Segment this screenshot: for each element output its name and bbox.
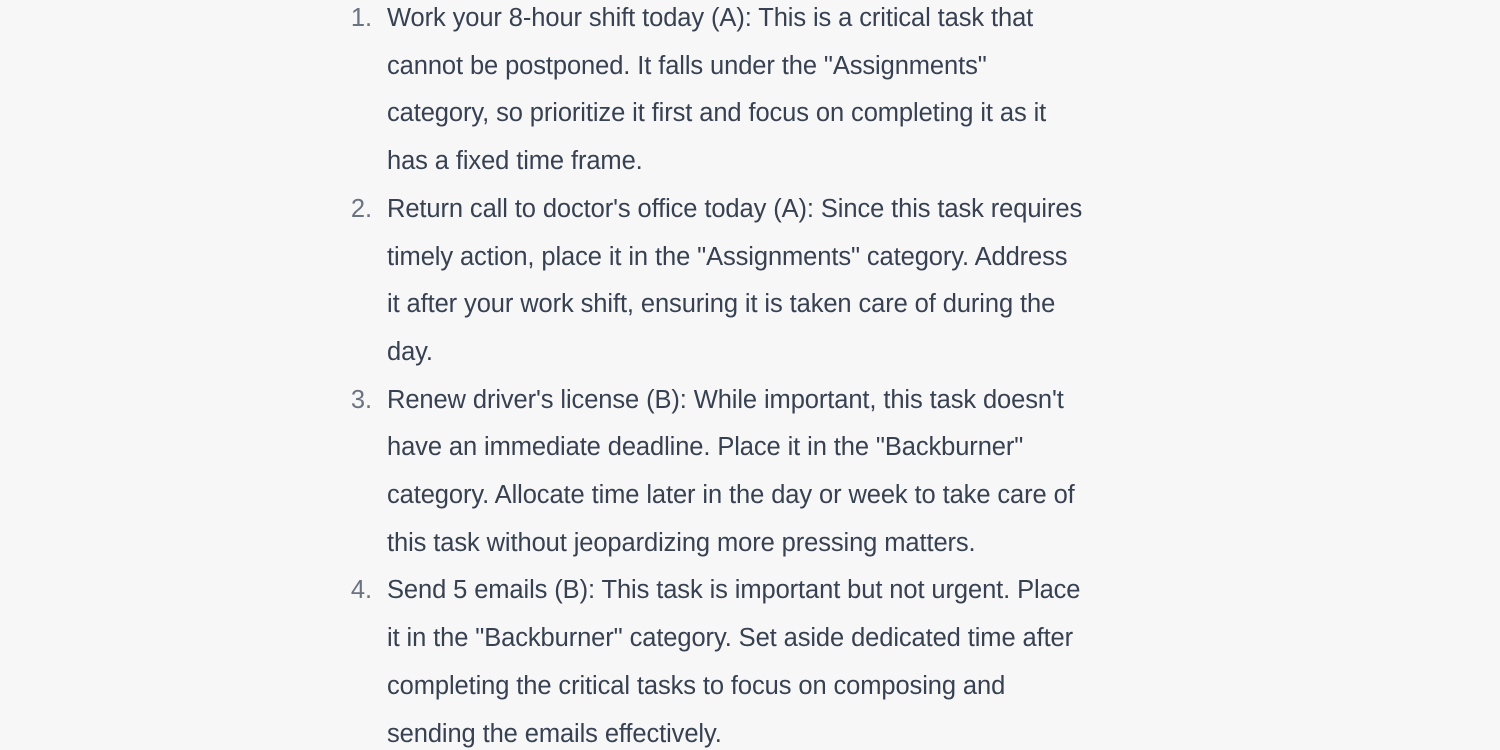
list-item-text-line: timely action, place it in the "Assignments" category. Address xyxy=(387,242,1068,271)
list-item xyxy=(340,377,1140,568)
list-item xyxy=(340,0,1140,186)
list-item-text-line: day. xyxy=(387,337,433,366)
list-item-text-line: it in the "Backburner" category. Set aside dedicated time after xyxy=(387,624,1074,653)
list-item-number: 3. xyxy=(350,385,372,414)
list-item-text-line: it after your work shift, ensuring it is taken care of during the xyxy=(387,290,1056,319)
list-item-text-line: completing the critical tasks to focus on composing and xyxy=(387,671,1006,700)
list-item xyxy=(340,186,1140,377)
list-item-text-line: cannot be postponed. It falls under the "Assignments" xyxy=(387,51,987,80)
task-priority-list xyxy=(340,0,1140,750)
list-item-text-line: this task without jeopardizing more pressing matters. xyxy=(387,528,976,557)
list-item-text-line: Return call to doctor's office today (A): Since this task requires xyxy=(387,194,1083,223)
list-item-text-line: Send 5 emails (B): This task is important but not urgent. Place xyxy=(387,576,1081,605)
list-item-number: 1. xyxy=(350,4,372,32)
list-item-text-line: Renew driver's license (B): While important, this task doesn't xyxy=(387,385,1064,414)
list-item-number: 4. xyxy=(350,576,372,605)
list-item-text-line: sending the emails effectively. xyxy=(387,719,722,748)
list-item xyxy=(340,567,1140,750)
list-item-text-line: Work your 8-hour shift today (A): This is a critical task that xyxy=(387,4,1034,32)
list-item-number: 2. xyxy=(350,194,372,223)
list-item-text-line: has a fixed time frame. xyxy=(387,147,643,176)
list-item-text-line: category, so prioritize it first and focus on completing it as it xyxy=(387,99,1047,128)
list-item-text-line: category. Allocate time later in the day or week to take care of xyxy=(387,481,1075,510)
list-item-text-line: have an immediate deadline. Place it in the "Backburner" xyxy=(387,433,1024,462)
